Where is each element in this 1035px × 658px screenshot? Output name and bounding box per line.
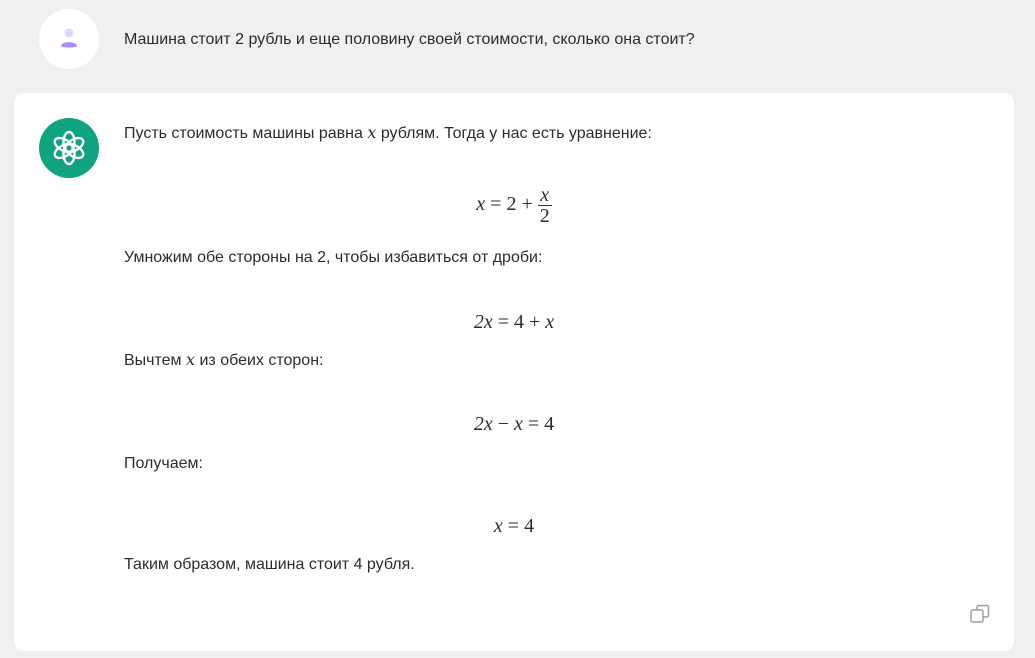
fraction: $\frac{x}{2}$ xyxy=(539,184,550,227)
equation-1: x = 2 + $\frac{x}{2}$ xyxy=(476,184,550,227)
step-subtract-text: Вычтем x из обеих сторон: xyxy=(124,350,324,369)
equation-2: 2x = 4 + x xyxy=(473,311,555,333)
step-result-text: Получаем: xyxy=(124,455,203,472)
assistant-avatar xyxy=(39,118,99,178)
copy-button[interactable] xyxy=(969,603,991,625)
variable-x: x xyxy=(367,123,377,142)
user-message-row xyxy=(0,0,1035,90)
assistant-message-card xyxy=(14,93,1014,651)
equation-3: 2x − x = 4 xyxy=(473,413,555,435)
intro-paragraph: Пусть стоимость машины равна x рублям. Тогда у нас есть уравнение: xyxy=(124,123,652,142)
user-message-text: Машина стоит 2 рубль и еще половину своей стоимости, сколько она стоит? xyxy=(124,31,695,48)
conclusion-text: Таким образом, машина стоит 4 рубля. xyxy=(124,556,415,573)
user-avatar xyxy=(39,9,99,69)
equation-4: x = 4 xyxy=(493,515,535,537)
copy-icon xyxy=(969,612,991,629)
variable-x: x xyxy=(186,350,196,369)
step-multiply-text: Умножим обе стороны на 2, чтобы избавиться от дроби: xyxy=(124,249,543,266)
